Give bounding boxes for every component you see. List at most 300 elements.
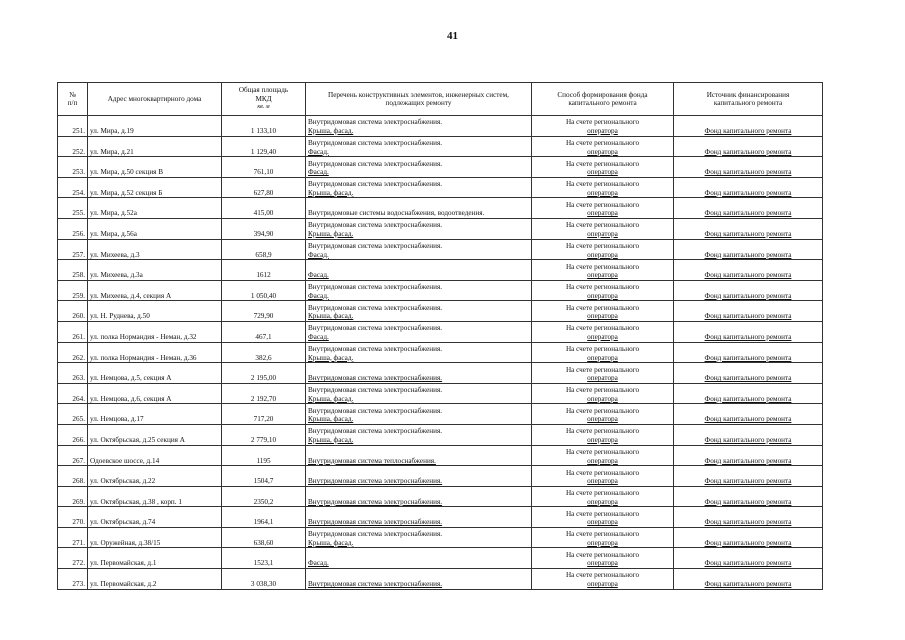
- area-cell: [222, 466, 306, 487]
- works-line: Внутридомовая система электроснабжения.: [308, 406, 443, 415]
- address-text: ул. Первомайская, д.1: [90, 559, 157, 568]
- area-value: 3 038,30: [250, 580, 277, 589]
- row-number-cell: [58, 342, 88, 363]
- address-cell: [88, 321, 222, 342]
- method-cell: [532, 466, 674, 487]
- address-cell: [88, 239, 222, 260]
- address-cell: [88, 507, 222, 528]
- method-line: оператора: [587, 332, 618, 341]
- source-text: Фонд капитального ремонта: [704, 580, 792, 589]
- method-cell: [532, 280, 674, 301]
- area-value: 1 133,10: [250, 127, 277, 135]
- method-line: оператора: [587, 147, 618, 156]
- address-cell: [88, 198, 222, 219]
- address-cell: [88, 445, 222, 466]
- row-number: 265.: [72, 415, 85, 424]
- method-cell: [532, 342, 674, 363]
- source-cell: [674, 321, 823, 342]
- works-line: Внутридомовая система электроснабжения.: [308, 530, 443, 539]
- method-line: оператора: [587, 168, 618, 177]
- row-number-cell: [58, 486, 88, 507]
- source-text: Фонд капитального ремонта: [704, 374, 792, 383]
- method-line: оператора: [587, 538, 618, 547]
- row-number-cell: [58, 424, 88, 445]
- table-row: [58, 321, 823, 342]
- works-line: Крыша, фасад.: [308, 353, 354, 362]
- works-line: Внутридомовая система электроснабжения.: [308, 303, 443, 312]
- method-line: На счете регионального: [565, 139, 640, 147]
- works-cell: [306, 507, 532, 528]
- source-cell: [674, 404, 823, 425]
- area-cell: [222, 301, 306, 322]
- method-cell: [532, 136, 674, 157]
- source-text: Фонд капитального ремонта: [704, 559, 792, 568]
- table-row: [58, 116, 823, 137]
- source-cell: [674, 177, 823, 198]
- row-number-cell: [58, 548, 88, 569]
- works-line: Внутридомовая система электроснабжения.: [308, 139, 443, 147]
- area-value: 415,00: [253, 209, 274, 218]
- method-cell: [532, 424, 674, 445]
- row-number-cell: [58, 177, 88, 198]
- row-number: 262.: [72, 353, 85, 362]
- area-value: 761,10: [253, 168, 274, 177]
- row-number-cell: [58, 136, 88, 157]
- header-method: Способ формирования фонда капитального ремонта: [532, 83, 674, 116]
- method-line: оператора: [587, 188, 618, 197]
- address-text: ул. Михеева, д.3: [90, 250, 140, 259]
- method-cell: [532, 239, 674, 260]
- row-number-cell: [58, 527, 88, 548]
- method-line: На счете регионального: [565, 180, 640, 189]
- method-line: оператора: [587, 518, 618, 527]
- method-line: оператора: [587, 477, 618, 486]
- area-cell: [222, 136, 306, 157]
- area-cell: [222, 116, 306, 137]
- row-number: 263.: [72, 374, 85, 383]
- table-row: [58, 404, 823, 425]
- address-text: ул. Мира, д.19: [90, 127, 134, 135]
- area-cell: [222, 321, 306, 342]
- table-row: [58, 569, 823, 590]
- method-line: оператора: [587, 394, 618, 403]
- area-cell: [222, 363, 306, 384]
- works-line: Крыша, фасад.: [308, 394, 354, 403]
- area-value: 729,90: [253, 312, 274, 321]
- row-number-cell: [58, 466, 88, 487]
- works-cell: [306, 383, 532, 404]
- works-line: Фасад.: [308, 332, 329, 341]
- source-cell: [674, 260, 823, 281]
- address-cell: [88, 486, 222, 507]
- works-line: Фасад.: [308, 271, 329, 280]
- header-works: Перечень конструктивных элементов, инженерных систем, подлежащих ремонту: [306, 83, 532, 116]
- area-value: 1964,1: [253, 518, 274, 527]
- source-text: Фонд капитального ремонта: [704, 497, 792, 506]
- works-line: Крыша, фасад.: [308, 435, 354, 444]
- method-line: На счете регионального: [565, 489, 640, 498]
- method-cell: [532, 404, 674, 425]
- area-value: 2350,2: [253, 497, 274, 506]
- works-line: Фасад.: [308, 168, 329, 177]
- source-text: Фонд капитального ремонта: [704, 188, 792, 197]
- method-cell: [532, 363, 674, 384]
- table-row: [58, 363, 823, 384]
- works-line: Внутридомовые системы водоснабжения, водоотведения.: [308, 209, 485, 218]
- address-cell: [88, 218, 222, 239]
- row-number: 266.: [72, 435, 85, 444]
- source-cell: [674, 136, 823, 157]
- row-number: 256.: [72, 229, 85, 238]
- source-cell: [674, 466, 823, 487]
- method-line: оператора: [587, 127, 618, 135]
- method-line: На счете регионального: [565, 283, 640, 292]
- method-line: оператора: [587, 435, 618, 444]
- row-number-cell: [58, 321, 88, 342]
- area-cell: [222, 507, 306, 528]
- row-number: 260.: [72, 312, 85, 321]
- table-row: [58, 157, 823, 178]
- works-cell: [306, 445, 532, 466]
- area-cell: [222, 569, 306, 590]
- works-line: Внутридомовая система электроснабжения.: [308, 580, 443, 589]
- source-cell: [674, 486, 823, 507]
- method-cell: [532, 198, 674, 219]
- works-line: Внутридомовая система электроснабжения.: [308, 344, 443, 353]
- address-cell: [88, 260, 222, 281]
- address-cell: [88, 404, 222, 425]
- method-line: оператора: [587, 353, 618, 362]
- method-line: На счете регионального: [565, 406, 640, 415]
- address-cell: [88, 280, 222, 301]
- works-cell: [306, 527, 532, 548]
- row-number: 258.: [72, 271, 85, 280]
- works-line: Внутридомовая система электроснабжения.: [308, 118, 443, 127]
- area-cell: [222, 218, 306, 239]
- row-number: 254.: [72, 188, 85, 197]
- area-cell: [222, 342, 306, 363]
- source-cell: [674, 218, 823, 239]
- source-cell: [674, 363, 823, 384]
- row-number: 272.: [72, 559, 85, 568]
- row-number-cell: [58, 445, 88, 466]
- table-row: [58, 507, 823, 528]
- method-line: оператора: [587, 271, 618, 280]
- source-cell: [674, 198, 823, 219]
- method-line: оператора: [587, 291, 618, 300]
- works-line: Внутридомовая система электроснабжения.: [308, 427, 443, 436]
- row-number: 257.: [72, 250, 85, 259]
- area-value: 658,9: [255, 250, 272, 259]
- address-cell: [88, 548, 222, 569]
- row-number: 273.: [72, 580, 85, 589]
- row-number-cell: [58, 239, 88, 260]
- method-line: На счете регионального: [565, 324, 640, 333]
- address-cell: [88, 383, 222, 404]
- method-line: На счете регионального: [565, 159, 640, 168]
- method-cell: [532, 177, 674, 198]
- works-line: Крыша, фасад.: [308, 229, 354, 238]
- works-cell: [306, 301, 532, 322]
- works-cell: [306, 239, 532, 260]
- address-text: ул. Мира, д.21: [90, 147, 134, 156]
- row-number: 253.: [72, 168, 85, 177]
- header-source: Источник финансирования капитального ремонта: [674, 83, 823, 116]
- works-cell: [306, 363, 532, 384]
- method-line: На счете регионального: [565, 509, 640, 518]
- row-number-cell: [58, 157, 88, 178]
- row-number: 252.: [72, 147, 85, 156]
- works-cell: [306, 569, 532, 590]
- address-text: ул. Михеева, д.3а: [90, 271, 143, 280]
- address-text: ул. полка Нормандия - Неман, д.32: [90, 332, 197, 341]
- source-text: Фонд капитального ремонта: [704, 456, 792, 465]
- source-cell: [674, 157, 823, 178]
- method-cell: [532, 260, 674, 281]
- area-value: 638,60: [253, 538, 274, 547]
- area-cell: [222, 424, 306, 445]
- area-value: 467,1: [255, 332, 272, 341]
- method-line: оператора: [587, 580, 618, 589]
- capital-repair-table: [57, 82, 823, 590]
- source-cell: [674, 301, 823, 322]
- table-row: [58, 198, 823, 219]
- method-line: На счете регионального: [565, 447, 640, 456]
- source-text: Фонд капитального ремонта: [704, 168, 792, 177]
- works-line: Внутридомовая система электроснабжения.: [308, 221, 443, 230]
- method-line: На счете регионального: [565, 365, 640, 374]
- method-line: На счете регионального: [565, 530, 640, 539]
- method-line: оператора: [587, 209, 618, 218]
- area-value: 1195: [256, 456, 271, 465]
- address-text: ул. Октябрьская, д.74: [90, 518, 156, 527]
- source-text: Фонд капитального ремонта: [704, 415, 792, 424]
- header-area-unit: кв. м: [257, 104, 270, 111]
- table-row: [58, 260, 823, 281]
- source-text: Фонд капитального ремонта: [704, 127, 792, 135]
- area-value: 2 195,00: [250, 374, 277, 383]
- area-value: 1612: [256, 271, 271, 280]
- address-text: ул. Первомайская, д.2: [90, 580, 157, 589]
- row-number: 270.: [72, 518, 85, 527]
- works-line: Внутридомовая система электроснабжения.: [308, 159, 443, 168]
- address-text: ул. Немцова, д.5, секция А: [90, 374, 172, 383]
- works-line: Фасад.: [308, 291, 329, 300]
- area-value: 627,80: [253, 188, 274, 197]
- area-value: 382,6: [255, 353, 272, 362]
- source-text: Фонд капитального ремонта: [704, 312, 792, 321]
- area-value: 2 192,70: [250, 394, 277, 403]
- works-line: Фасад.: [308, 559, 329, 568]
- header-address: Адрес многоквартирного дома: [88, 83, 222, 116]
- address-cell: [88, 157, 222, 178]
- area-cell: [222, 260, 306, 281]
- area-value: 1504,7: [253, 477, 274, 486]
- method-cell: [532, 569, 674, 590]
- works-line: Крыша, фасад.: [308, 538, 354, 547]
- works-line: Внутридомовая система теплоснабжения.: [308, 456, 436, 465]
- method-cell: [532, 527, 674, 548]
- method-line: На счете регионального: [565, 118, 640, 127]
- area-cell: [222, 383, 306, 404]
- row-number: 267.: [72, 456, 85, 465]
- area-value: 394,90: [253, 229, 274, 238]
- works-cell: [306, 342, 532, 363]
- source-text: Фонд капитального ремонта: [704, 435, 792, 444]
- address-text: ул. Мира, д.50 секция В: [90, 168, 164, 177]
- header-num: № п/п: [58, 83, 88, 116]
- area-value: 1523,1: [253, 559, 274, 568]
- works-cell: [306, 404, 532, 425]
- source-text: Фонд капитального ремонта: [704, 147, 792, 156]
- works-line: Внутридомовая система электроснабжения.: [308, 241, 443, 250]
- method-cell: [532, 116, 674, 137]
- area-cell: [222, 527, 306, 548]
- works-cell: [306, 136, 532, 157]
- method-line: На счете регионального: [565, 262, 640, 271]
- area-cell: [222, 404, 306, 425]
- address-text: ул. Оружейная, д.38/15: [90, 538, 161, 547]
- method-line: оператора: [587, 229, 618, 238]
- source-text: Фонд капитального ремонта: [704, 477, 792, 486]
- row-number: 264.: [72, 394, 85, 403]
- table-row: [58, 239, 823, 260]
- source-text: Фонд капитального ремонта: [704, 518, 792, 527]
- works-cell: [306, 260, 532, 281]
- method-line: На счете регионального: [565, 386, 640, 395]
- source-text: Фонд капитального ремонта: [704, 271, 792, 280]
- works-line: Внутридомовая система электроснабжения.: [308, 497, 443, 506]
- works-line: Внутридомовая система электроснабжения.: [308, 477, 443, 486]
- source-text: Фонд капитального ремонта: [704, 250, 792, 259]
- header-area: Общая площадь МКД кв. м: [222, 83, 306, 116]
- row-number-cell: [58, 404, 88, 425]
- row-number-cell: [58, 383, 88, 404]
- method-cell: [532, 486, 674, 507]
- source-cell: [674, 445, 823, 466]
- works-line: Крыша, фасад.: [308, 415, 354, 424]
- works-line: Внутридомовая система электроснабжения.: [308, 180, 443, 189]
- source-text: Фонд капитального ремонта: [704, 209, 792, 218]
- works-line: Внутридомовая система электроснабжения.: [308, 386, 443, 395]
- area-cell: [222, 548, 306, 569]
- method-cell: [532, 445, 674, 466]
- source-text: Фонд капитального ремонта: [704, 229, 792, 238]
- method-line: На счете регионального: [565, 427, 640, 436]
- page-number: 41: [447, 30, 458, 42]
- address-cell: [88, 136, 222, 157]
- method-line: На счете регионального: [565, 571, 640, 580]
- area-cell: [222, 177, 306, 198]
- works-cell: [306, 177, 532, 198]
- source-cell: [674, 424, 823, 445]
- method-line: оператора: [587, 456, 618, 465]
- table-row: [58, 301, 823, 322]
- table-row: [58, 466, 823, 487]
- address-cell: [88, 342, 222, 363]
- area-value: 1 050,40: [250, 291, 277, 300]
- row-number-cell: [58, 260, 88, 281]
- table-row: [58, 136, 823, 157]
- method-line: оператора: [587, 312, 618, 321]
- address-cell: [88, 177, 222, 198]
- method-line: На счете регионального: [565, 303, 640, 312]
- row-number: 271.: [72, 538, 85, 547]
- address-cell: [88, 424, 222, 445]
- method-line: На счете регионального: [565, 550, 640, 559]
- row-number: 261.: [72, 332, 85, 341]
- works-line: Фасад.: [308, 250, 329, 259]
- works-line: Внутридомовая система электроснабжения.: [308, 374, 443, 383]
- method-cell: [532, 157, 674, 178]
- works-line: Крыша, фасад.: [308, 312, 354, 321]
- works-cell: [306, 280, 532, 301]
- area-value: 1 129,40: [250, 147, 277, 156]
- table-row: [58, 342, 823, 363]
- table-header-row: [58, 83, 823, 116]
- row-number-cell: [58, 507, 88, 528]
- works-cell: [306, 198, 532, 219]
- source-cell: [674, 383, 823, 404]
- address-text: ул. Октябрьская, д.25 секция А: [90, 435, 185, 444]
- source-cell: [674, 342, 823, 363]
- address-cell: [88, 466, 222, 487]
- address-cell: [88, 527, 222, 548]
- row-number-cell: [58, 198, 88, 219]
- method-cell: [532, 507, 674, 528]
- table-row: [58, 383, 823, 404]
- method-line: оператора: [587, 250, 618, 259]
- works-line: Крыша, фасад.: [308, 188, 354, 197]
- method-cell: [532, 383, 674, 404]
- row-number: 259.: [72, 291, 85, 300]
- area-value: 2 779,10: [250, 435, 277, 444]
- works-cell: [306, 486, 532, 507]
- row-number-cell: [58, 218, 88, 239]
- address-text: ул. Немцова, д.6, секция А: [90, 394, 172, 403]
- table-row: [58, 527, 823, 548]
- area-cell: [222, 198, 306, 219]
- method-cell: [532, 548, 674, 569]
- works-cell: [306, 321, 532, 342]
- area-cell: [222, 239, 306, 260]
- table-row: [58, 445, 823, 466]
- row-number: 269.: [72, 497, 85, 506]
- address-text: ул. Н. Руднева, д.50: [90, 312, 150, 321]
- method-cell: [532, 301, 674, 322]
- works-cell: [306, 466, 532, 487]
- area-cell: [222, 486, 306, 507]
- row-number-cell: [58, 116, 88, 137]
- address-text: ул. Михеева, д.4, секция А: [90, 291, 172, 300]
- address-text: Одоевское шоссе, д.14: [90, 456, 160, 465]
- table-row: [58, 218, 823, 239]
- works-cell: [306, 157, 532, 178]
- row-number-cell: [58, 363, 88, 384]
- table-row: [58, 177, 823, 198]
- address-text: ул. Мира, д.56а: [90, 229, 137, 238]
- row-number-cell: [58, 301, 88, 322]
- source-cell: [674, 527, 823, 548]
- address-cell: [88, 301, 222, 322]
- source-cell: [674, 548, 823, 569]
- method-line: оператора: [587, 497, 618, 506]
- table-row: [58, 548, 823, 569]
- table-row: [58, 280, 823, 301]
- address-text: ул. Октябрьская, д.22: [90, 477, 156, 486]
- address-text: ул. Мира, д.52 секция Б: [90, 188, 163, 197]
- address-cell: [88, 116, 222, 137]
